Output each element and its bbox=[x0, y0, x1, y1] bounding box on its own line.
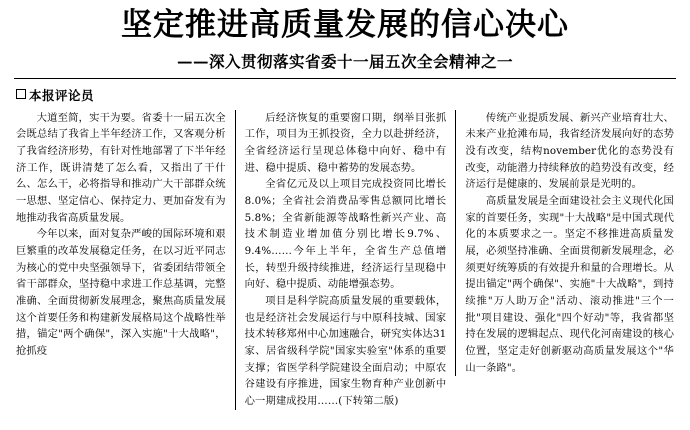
article-body bbox=[14, 110, 676, 410]
page-title: 坚定推进高质量发展的信心决心 bbox=[121, 7, 569, 43]
paragraph: 项目是科学院高质量发展的重要载体，也是经济社会发展运行与中原科技城、国家技术转移郑州中心加速融合，研究实体达31家、居省级科学院"国家实验室"体系的重要支撑；省医学科学院建设全面启动；中原农谷建设有序推进，国家生物育种产业创新中心一期建成投用……(下转第二版) bbox=[244, 295, 447, 408]
paragraph: 今年以来，面对复杂严峻的国际环境和艰巨繁重的改革发展稳定任务，在以习近平同志为核心的党中央坚强领导下，省委团结带领全省干部群众，坚持稳中求进工作总基调，完整准确、全面贯彻新发展理念，聚焦高质量发展这个首要任务和构建新发展格局这个战略性举措，锚定"两个确保"，深入实施"十大战略"，抢抓疫 bbox=[16, 228, 226, 358]
square-bullet-icon bbox=[16, 89, 26, 99]
paragraph: 大道至简，实干为要。省委十一届五次全会既总结了我省上半年经济工作，又客观分析了我省经济形势，有针对性地部署了下半年经济工作，既讲清楚了怎么看，又指出了干什么、怎么干，必将指导和推动广大干部群众统一思想、坚定信心、保持定力、更加奋发有为地推动我省高质量发展。 bbox=[16, 111, 226, 224]
paragraph: 高质量发展是全面建设社会主义现代化国家的首要任务，实现"十大战略"是中国式现代化的本质要求之一。坚定不移推进高质量发展，必须坚持准确、全面贯彻新发展理念，必须更好统筹质的有效提升和量的合理增长。从提出锚定"两个确保"、实施"十大战略"，到持续推"万人助万企"活动、滚动推进"三个一批"项目建设、强化"四个好动"等，我省都坚持在发展的逻辑起点、现代化河南建设的核心位置，坚定走好创新驱动高质量发展这个"华山一条路"。 bbox=[465, 195, 674, 374]
byline-label: 本报评论员 bbox=[29, 87, 95, 103]
paragraph: 后经济恢复的重要窗口期，纲举目张抓工作，项目为王抓投资，全力以赴拼经济，全省经济运行呈现总体稳中向好、稳中有进、稳中提质、稳中蓄势的发展态势。 bbox=[244, 111, 447, 174]
column-1 bbox=[14, 110, 235, 360]
paragraph: 全省亿元及以上项目完成投资同比增长8.0%；全省社会消费品零售总额同比增长5.8%；全省新能源等战略性新兴产业、高技术制造业增加值分别比增长9.7%、9.4%……今年上半年，全省生产总值增长，转型升级持续推进，经济运行呈现稳中向好、稳中提质、动能增强态势。 bbox=[244, 178, 447, 291]
page-subtitle: ——深入贯彻落实省委十一届五次全会精神之一 bbox=[176, 51, 513, 71]
paragraph: 传统产业提质发展、新兴产业培育壮大、未来产业抢滩布局，我省经济发展向好的态势没有改变，结构november优化的态势没有改变，动能潜力持续释放的趋势没有改变，经济运行是健康的、发展前景是光明的。 bbox=[465, 111, 674, 191]
column-3 bbox=[455, 110, 676, 377]
column-2 bbox=[235, 110, 456, 410]
divider bbox=[14, 78, 676, 79]
byline bbox=[16, 86, 676, 104]
